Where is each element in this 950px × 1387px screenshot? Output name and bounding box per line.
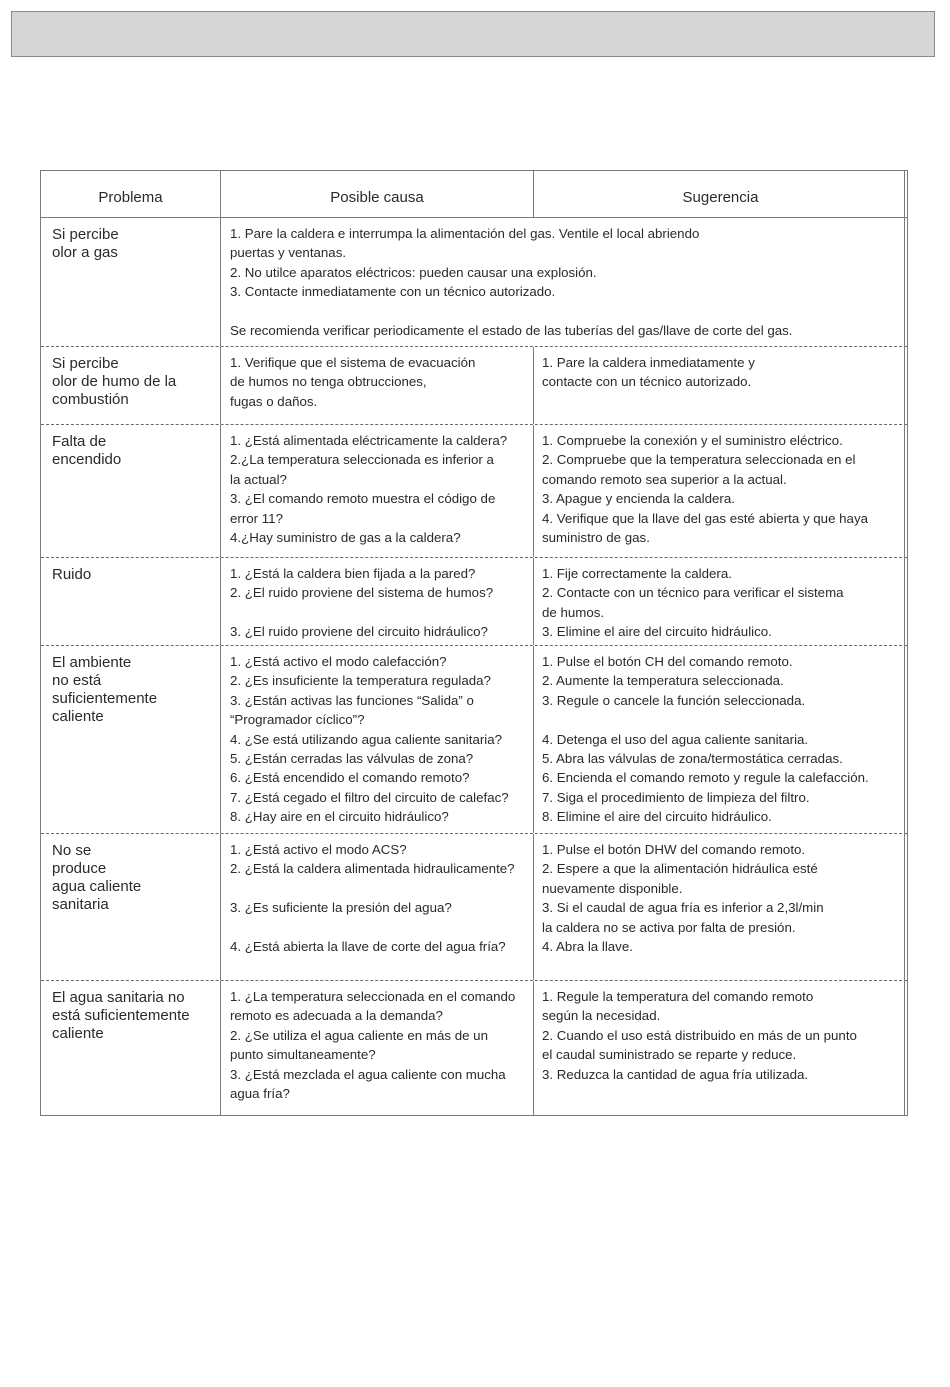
- problem-cell: [41, 347, 221, 424]
- problem-text: El ambiente no está suficientemente caliente: [52, 654, 158, 725]
- text-line: puertas y ventanas.: [230, 245, 347, 261]
- text-line: 3. Si el caudal de agua fría es inferior a 2,3l/min: [542, 900, 824, 916]
- text-line: 5. ¿Están cerradas las válvulas de zona?: [230, 751, 474, 767]
- text-line: [230, 918, 533, 937]
- cause-cell: [221, 981, 534, 1115]
- text-line: 4. Detenga el uso del agua caliente sanitaria.: [542, 731, 809, 747]
- problem-cell: [41, 981, 221, 1115]
- text-line: 3. ¿El ruido proviene del circuito hidráulico?: [230, 624, 488, 640]
- suggestion-cell: [534, 646, 907, 833]
- text-line: 1. Pare la caldera inmediatamente y: [542, 355, 755, 370]
- text-line: 6. Encienda el comando remoto y regule la calefacción.: [542, 770, 869, 786]
- text-line: 1. ¿La temperatura seleccionada en el comando: [230, 989, 516, 1004]
- text-line: suministro de gas.: [542, 530, 650, 546]
- header-bar: [11, 11, 935, 57]
- header-problem: Problema: [41, 171, 221, 217]
- text-line: [230, 302, 907, 321]
- cause-cell: [221, 834, 534, 980]
- text-line: 3. ¿El comando remoto muestra el código de: [230, 491, 496, 507]
- text-line: la caldera no se activa por falta de presión.: [542, 919, 796, 935]
- cause-cell: [221, 558, 534, 645]
- span-cell: [221, 218, 907, 346]
- text-line: 2. Contacte con un técnico para verificar el sistema: [542, 585, 844, 601]
- problem-text: No se produce agua caliente sanitaria: [52, 842, 142, 913]
- text-line: 2. ¿Se utiliza el agua caliente en más de un: [230, 1027, 488, 1043]
- text-line: 2. ¿El ruido proviene del sistema de humos?: [230, 585, 494, 601]
- text-line: 6. ¿Está encendido el comando remoto?: [230, 770, 470, 786]
- text-line: 1. Pulse el botón CH del comando remoto.: [542, 654, 793, 669]
- table-row: [41, 980, 907, 1115]
- problem-text: Si percibe olor de humo de la combustión: [52, 355, 177, 408]
- suggestion-cell: [534, 558, 907, 645]
- text-line: [230, 603, 533, 622]
- problem-cell: [41, 425, 221, 557]
- text-line: de humos no tenga obtrucciones,: [230, 374, 427, 390]
- problem-cell: [41, 834, 221, 980]
- table-row: [41, 645, 907, 833]
- text-line: 1. Compruebe la conexión y el suministro eléctrico.: [542, 433, 843, 448]
- troubleshooting-table: [40, 170, 908, 1116]
- text-line: agua fría?: [230, 1086, 290, 1102]
- text-line: 5. Abra las válvulas de zona/termostática cerradas.: [542, 751, 843, 767]
- text-line: 8. ¿Hay aire en el circuito hidráulico?: [230, 809, 449, 825]
- text-line: 7. Siga el procedimiento de limpieza del filtro.: [542, 789, 810, 805]
- cause-cell: [221, 425, 534, 557]
- problem-cell: [41, 646, 221, 833]
- text-line: punto simultaneamente?: [230, 1047, 376, 1063]
- text-line: 4. Verifique que la llave del gas esté abierta y que haya: [542, 510, 868, 526]
- text-line: Se recomienda verificar periodicamente el estado de las tuberías del gas/llave de corte del gas.: [230, 323, 793, 339]
- text-line: [230, 879, 533, 898]
- table-row: [41, 557, 907, 645]
- cause-cell: [221, 646, 534, 833]
- text-line: 1. Regule la temperatura del comando remoto: [542, 989, 814, 1004]
- problem-text: Ruido: [52, 566, 92, 583]
- text-line: 2. ¿Es insuficiente la temperatura regulada?: [230, 673, 491, 689]
- text-line: 1. Pulse el botón DHW del comando remoto.: [542, 842, 806, 857]
- text-line: 3. Elimine el aire del circuito hidráulico.: [542, 624, 772, 640]
- text-line: 1. ¿Está alimentada eléctricamente la caldera?: [230, 433, 508, 448]
- text-line: el caudal suministrado se reparte y reduce.: [542, 1047, 797, 1063]
- text-line: nuevamente disponible.: [542, 880, 683, 896]
- text-line: 2. No utilce aparatos eléctricos: pueden causar una explosión.: [230, 264, 597, 280]
- text-line: 1. Fije correctamente la caldera.: [542, 566, 732, 581]
- problem-cell: [41, 558, 221, 645]
- text-line: 1. Verifique que el sistema de evacuación: [230, 355, 476, 370]
- text-line: 3. Reduzca la cantidad de agua fría utilizada.: [542, 1066, 809, 1082]
- text-line: comando remoto sea superior a la actual.: [542, 471, 787, 487]
- text-line: la actual?: [230, 471, 287, 487]
- header-cause: Posible causa: [221, 171, 534, 217]
- suggestion-cell: [534, 347, 907, 424]
- problem-text: El agua sanitaria no está suficientemente caliente: [52, 989, 190, 1042]
- text-line: [542, 710, 907, 729]
- problem-text: Falta de encendido: [52, 433, 122, 468]
- cause-cell: [221, 347, 534, 424]
- text-line: 3. ¿Es suficiente la presión del agua?: [230, 900, 452, 916]
- text-line: 2. ¿Está la caldera alimentada hidraulicamente?: [230, 861, 515, 877]
- text-line: 2.¿La temperatura seleccionada es inferior a: [230, 452, 494, 468]
- table-row: [41, 424, 907, 557]
- text-line: 1. ¿Está activo el modo calefacción?: [230, 654, 447, 669]
- text-line: 4.¿Hay suministro de gas a la caldera?: [230, 530, 461, 546]
- suggestion-cell: [534, 834, 907, 980]
- problem-text: Si percibe olor a gas: [52, 226, 119, 261]
- text-line: 3. ¿Están activas las funciones “Salida” o: [230, 692, 474, 708]
- text-line: contacte con un técnico autorizado.: [542, 374, 752, 390]
- text-line: 2. Espere a que la alimentación hidráulica esté: [542, 861, 818, 877]
- text-line: 3. ¿Está mezclada el agua caliente con mucha: [230, 1066, 506, 1082]
- text-line: 2. Aumente la temperatura seleccionada.: [542, 673, 784, 689]
- table-header-row: [41, 171, 907, 218]
- text-line: fugas o daños.: [230, 393, 318, 409]
- text-line: remoto es adecuada a la demanda?: [230, 1008, 443, 1024]
- suggestion-cell: [534, 981, 907, 1115]
- table-row: [41, 218, 907, 346]
- text-line: 2. Compruebe que la temperatura seleccionada en el: [542, 452, 856, 468]
- text-line: de humos.: [542, 604, 605, 620]
- table-row: [41, 833, 907, 980]
- text-line: 4. ¿Está abierta la llave de corte del agua fría?: [230, 939, 506, 954]
- table-body: [41, 218, 907, 1115]
- table-row: [41, 346, 907, 424]
- header-suggestion: Sugerencia: [682, 188, 759, 206]
- text-line: 1. Pare la caldera e interrumpa la alimentación del gas. Ventile el local abriendo: [230, 226, 700, 241]
- text-line: 2. Cuando el uso está distribuido en más de un punto: [542, 1027, 857, 1043]
- text-line: error 11?: [230, 510, 283, 526]
- text-line: 7. ¿Está cegado el filtro del circuito de calefac?: [230, 789, 509, 805]
- text-line: 4. ¿Se está utilizando agua caliente sanitaria?: [230, 731, 503, 747]
- text-line: 8. Elimine el aire del circuito hidráulico.: [542, 809, 772, 825]
- text-line: 3. Regule o cancele la función seleccionada.: [542, 692, 806, 708]
- text-line: 3. Contacte inmediatamente con un técnico autorizado.: [230, 284, 556, 300]
- text-line: según la necesidad.: [542, 1008, 661, 1024]
- text-line: 4. Abra la llave.: [542, 939, 633, 955]
- text-line: 1. ¿Está activo el modo ACS?: [230, 842, 407, 857]
- text-line: “Programador cíclico”?: [230, 712, 365, 728]
- suggestion-cell: [534, 425, 907, 557]
- text-line: 1. ¿Está la caldera bien fijada a la pared?: [230, 566, 476, 581]
- text-line: 3. Apague y encienda la caldera.: [542, 491, 735, 507]
- problem-cell: [41, 218, 221, 346]
